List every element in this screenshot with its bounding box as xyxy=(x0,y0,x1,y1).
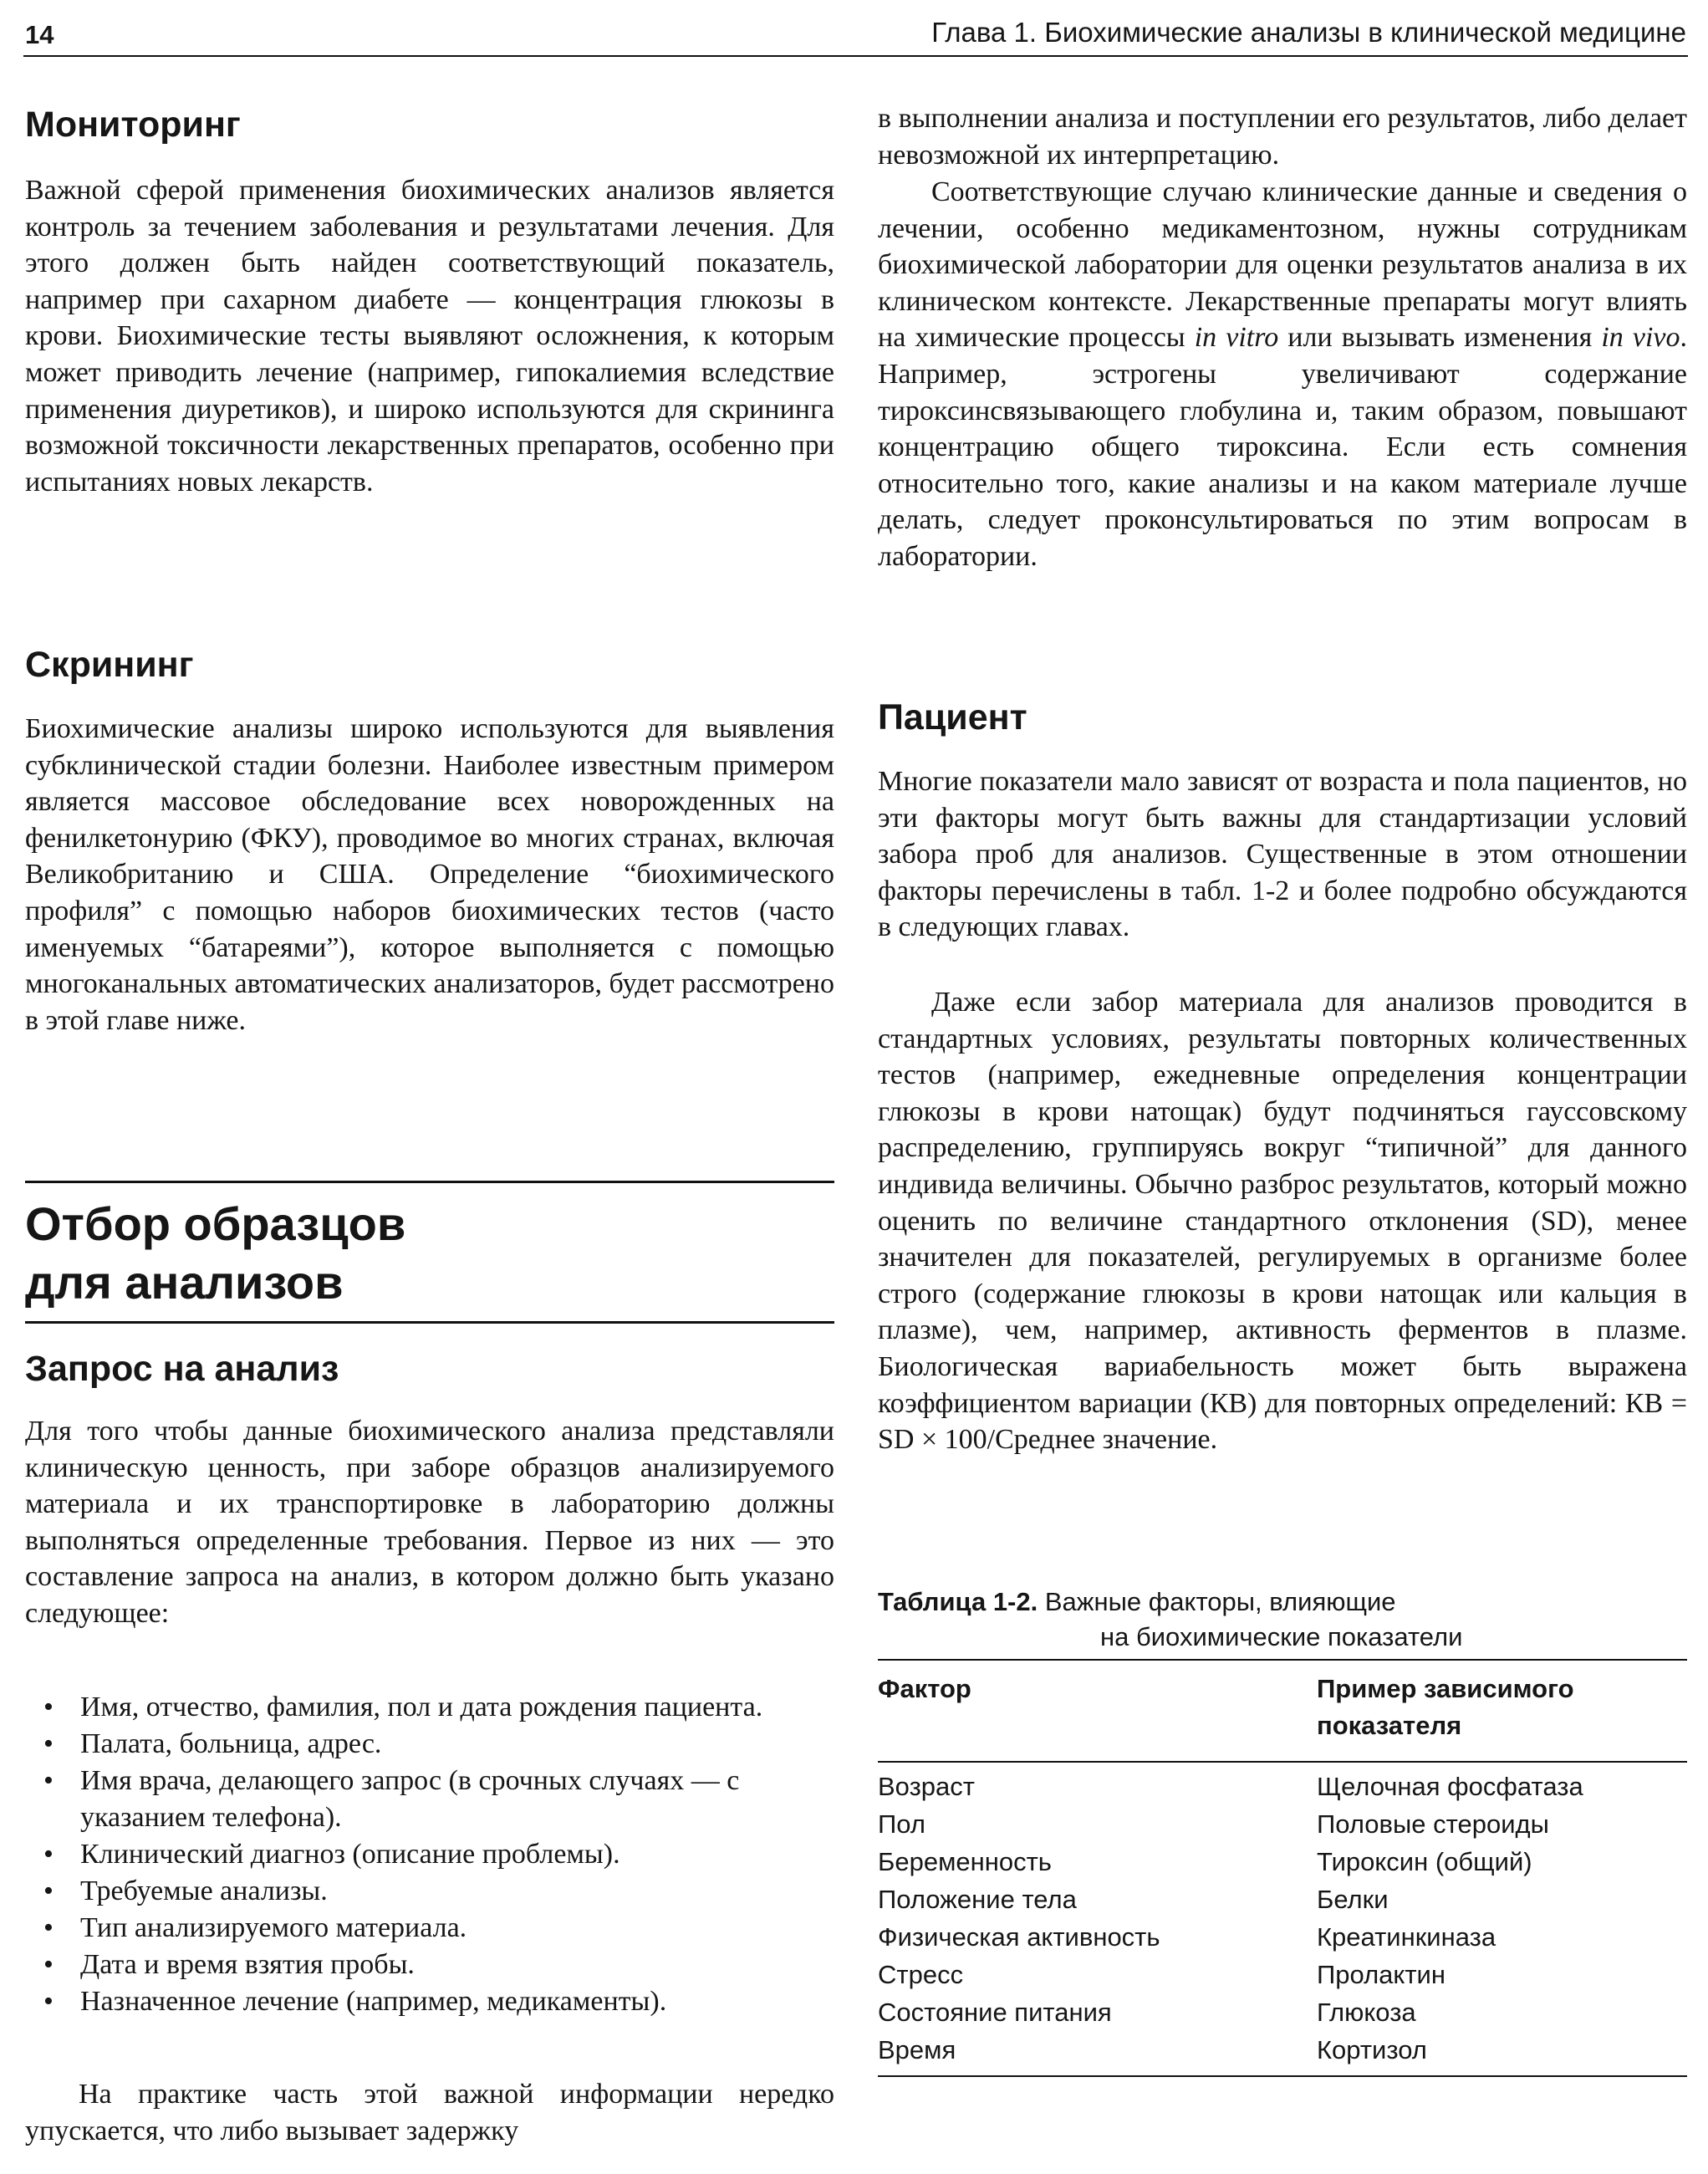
table-label: Таблица 1-2. xyxy=(878,1587,1038,1616)
table-cell-example: Глюкоза xyxy=(1317,1998,1416,2027)
paragraph-screening: Биохимические анализы широко используются для выявления субклинической стадии болезни. Наиболее известным примером является массовое обследование всех новорожденных на фенилкетонурию (ФКУ), проводимое во многих странах, включая Великобританию и США. Определение “биохимического профиля” с помощью наборов биохимических тестов (часто именуемых “батареями”), которое выполняется с помощью многоканальных автоматических анализаторов, будет рассмотрено в этой главе ниже. xyxy=(25,713,834,1036)
table-caption-line1 xyxy=(878,1585,1687,1620)
page-number: 14 xyxy=(25,20,54,49)
table-body xyxy=(878,1768,1687,2069)
table-cell-example: Щелочная фосфатаза xyxy=(1317,1772,1583,1801)
table-header-example-line1: Пример зависимого xyxy=(1317,1674,1574,1703)
term-in-vivo: in vivo xyxy=(1601,322,1680,354)
paragraph-practice: На практике часть этой важной информации нередко упускается, что либо вызывает задержку xyxy=(25,2079,834,2146)
list-item: • Имя врача, делающего запрос (в срочных случаях — с указанием телефона). xyxy=(25,1763,834,1836)
table-cell-factor: Пол xyxy=(878,1809,925,1839)
table-header-example-line2: показателя xyxy=(1317,1711,1462,1740)
list-item: • Имя, отчество, фамилия, пол и дата рождения пациента. xyxy=(25,1689,834,1726)
heading-monitoring: Мониторинг xyxy=(25,105,241,145)
clinical-text-3: . Например, эстрогены увеличивают содержание тироксинсвязывающего глобулина и, таким образом, повышают концентрацию общего тироксина. Если есть сомнения относительно того, какие анализы и на каком материале лучше делать, следует проконсультироваться по этим вопросам в лаборатории. xyxy=(878,322,1688,572)
table-cell-factor: Время xyxy=(878,2035,956,2064)
table-caption-text-1: Важные факторы, влияющие xyxy=(1044,1587,1396,1616)
table-header-example xyxy=(1317,1671,1687,1744)
table-header xyxy=(878,1671,1687,1744)
list-item: • Назначенное лечение (например, медикаменты). xyxy=(25,1983,834,2020)
table-cell-factor: Возраст xyxy=(878,1772,975,1801)
paragraph-patient-1: Многие показатели мало зависят от возраста и пола пациентов, но эти факторы могут быть важны для стандартизации условий забора проб для анализов. Существенные в этом отношении факторы перечислены в табл. 1-2 и более подробно обсуждаются в следующих главах. xyxy=(878,766,1687,943)
running-title: Глава 1. Биохимические анализы в клинической медицине xyxy=(931,17,1686,48)
table-row xyxy=(878,1881,1687,1918)
table-cell-factor: Беременность xyxy=(878,1847,1052,1876)
table-cell-example: Белки xyxy=(1317,1885,1389,1914)
table-cell-factor: Положение тела xyxy=(878,1885,1077,1914)
table-row xyxy=(878,1993,1687,2031)
table-cell-factor: Физическая активность xyxy=(878,1922,1160,1952)
table-row xyxy=(878,1843,1687,1881)
table-header-factor: Фактор xyxy=(878,1674,971,1703)
table-row xyxy=(878,2031,1687,2069)
paragraph-patient-2: Даже если забор материала для анализов проводится в стандартных условиях, результаты повторных количественных тестов (например, ежедневные определения концентрации глюкозы в крови натощак) будут подчиняться гауссовскому распределению, группируясь вокруг “типичной” для данного индивида величины. Обычно разброс результатов, который можно оценить по величине стандартного отклонения (SD), менее значителен для показателей, регулируемых в организме более строго (содержание глюкозы в крови натощак или кальция в плазме), чем, например, активность ферментов в плазме. Биологическая вариабельность может быть выражена коэффициентом вариации (КВ) для повторных определений: КВ = SD × 100/Среднее значение. xyxy=(878,987,1687,1456)
heading-sampling xyxy=(25,1195,405,1312)
section-rule-top xyxy=(25,1181,834,1183)
term-in-vitro: in vitro xyxy=(1194,322,1279,354)
heading-screening: Скрининг xyxy=(25,645,194,685)
heading-sampling-line1: Отбор образцов xyxy=(25,1197,406,1250)
table-bottom-rule xyxy=(878,2075,1687,2077)
table-cell-example: Тироксин (общий) xyxy=(1317,1847,1532,1876)
request-requirements-list xyxy=(25,1689,834,2020)
table-caption-line2: на биохимические показатели xyxy=(1100,1622,1463,1651)
heading-request: Запрос на анализ xyxy=(25,1349,339,1389)
paragraph-clinical xyxy=(878,174,1687,575)
table-cell-factor: Состояние питания xyxy=(878,1998,1112,2027)
table-cell-factor: Стресс xyxy=(878,1960,964,1989)
heading-sampling-line2: для анализов xyxy=(25,1256,344,1309)
list-item: • Требуемые анализы. xyxy=(25,1873,834,1910)
table-caption xyxy=(878,1585,1687,1655)
paragraph-monitoring: Важной сферой применения биохимических анализов является контроль за течением заболевания и результатами лечения. Для этого должен быть найден соответствующий показатель, например при сахарном диабете — концентрация глюкозы в крови. Биохимические тесты выявляют осложнения, к которым может приводить лечение (например, гипокалиемия вследствие применения диуретиков), и широко используются для скрининга возможной токсичности лекарственных препаратов, особенно при испытаниях новых лекарств. xyxy=(25,175,834,498)
clinical-text-2: или вызывать изменения xyxy=(1278,322,1602,354)
list-item: • Дата и время взятия пробы. xyxy=(25,1947,834,1983)
clinical-text-1: Соответствующие случаю клинические данные и сведения о лечении, особенно медикаментозном, нужны сотрудникам биохимической лаборатории для оценки результатов анализа в их клиническом контексте. Лекарственные препараты могут влиять на химические процессы xyxy=(878,176,1687,354)
table-header-row xyxy=(878,1671,1687,1744)
table-cell-example: Пролактин xyxy=(1317,1960,1445,1989)
table-row xyxy=(878,1768,1687,1805)
table-row xyxy=(878,1918,1687,1956)
table-top-rule xyxy=(878,1659,1687,1661)
paragraph-request: Для того чтобы данные биохимического анализа представляли клиническую ценность, при заборе образцов анализируемого материала и их транспортировке в лабораторию должны выполняться определенные требования. Первое из них — это составление запроса на анализ, в котором должно быть указано следующее: xyxy=(25,1416,834,1629)
heading-patient: Пациент xyxy=(878,697,1027,737)
table-cell-example: Креатинкиназа xyxy=(1317,1922,1496,1952)
list-item: • Клинический диагноз (описание проблемы). xyxy=(25,1836,834,1873)
table-header-rule xyxy=(878,1761,1687,1763)
paragraph-continuation: в выполнении анализа и поступлении его результатов, либо делает невозможной их интерпретацию. xyxy=(878,103,1687,171)
list-item: • Тип анализируемого материала. xyxy=(25,1910,834,1947)
list-item: • Палата, больница, адрес. xyxy=(25,1726,834,1763)
table-row xyxy=(878,1956,1687,1993)
header-rule xyxy=(23,55,1688,57)
table-row xyxy=(878,1805,1687,1843)
table-cell-example: Половые стероиды xyxy=(1317,1809,1549,1839)
section-rule-bottom xyxy=(25,1321,834,1324)
table-cell-example: Кортизол xyxy=(1317,2035,1427,2064)
